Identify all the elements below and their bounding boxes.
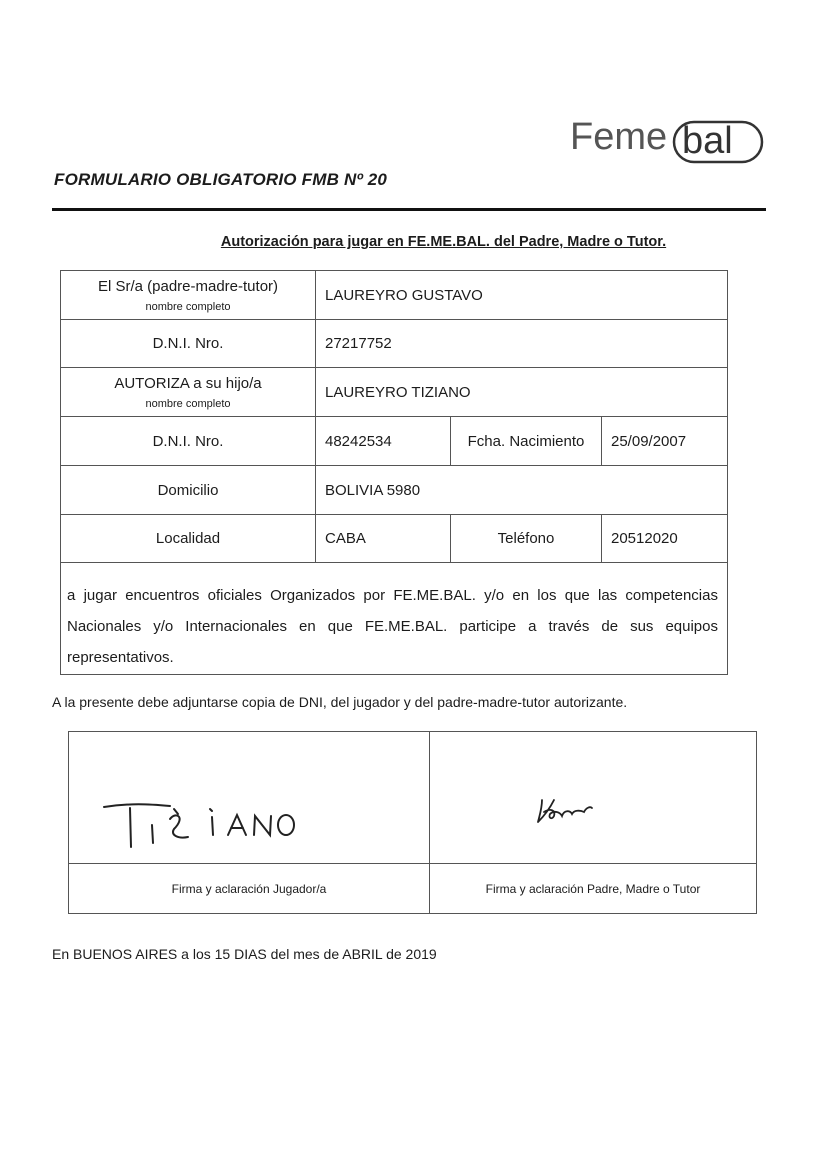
femebal-logo: [566, 116, 766, 166]
child-name-field[interactable]: [315, 367, 728, 417]
parent-dni-field[interactable]: [315, 319, 728, 368]
phone-field[interactable]: [601, 514, 728, 563]
player-signature-label: Firma y aclaración Jugador/a: [171, 881, 327, 896]
child-label-cell: [60, 367, 316, 417]
parent-label-cell: [60, 270, 316, 320]
child-sublabel: nombre completo: [145, 397, 231, 410]
child-dni-value: 48242534: [325, 432, 392, 450]
tutor-handwritten-signature: [536, 796, 596, 826]
phone-value: 20512020: [611, 530, 678, 547]
parent-sublabel: nombre completo: [145, 300, 231, 313]
child-name-value: LAUREYRO TIZIANO: [325, 383, 471, 401]
phone-label-cell: [450, 514, 602, 563]
parent-dni-value: 27217752: [325, 335, 392, 352]
parent-label: El Sr/a (padre-madre-tutor): [97, 277, 279, 295]
authorization-text: a jugar encuentros oficiales Organizados por FE.ME.BAL. y/o en los que las competencias Nacionales y/o Internacionales en que FE.ME.BAL. participe a través de sus equipos representativos.: [67, 587, 718, 666]
city-label-cell: [60, 514, 316, 563]
birth-label-cell: [450, 416, 602, 466]
title-divider: [52, 208, 766, 211]
parent-dni-label-cell: [60, 319, 316, 368]
tutor-signature-label-cell: [429, 863, 757, 914]
tutor-signature-label: Firma y aclaración Padre, Madre o Tutor: [485, 881, 701, 896]
address-label: Domicilio: [157, 481, 219, 499]
child-dni-label-cell: [60, 416, 316, 466]
attachment-note: A la presente debe adjuntarse copia de DNI, del jugador y del padre-madre-tutor autorizante.: [52, 694, 628, 710]
city-label: Localidad: [155, 530, 221, 547]
city-value: CABA: [325, 530, 366, 547]
child-dni-field[interactable]: [315, 416, 451, 466]
svg-text:Feme: Feme: [570, 116, 668, 158]
birth-date-value: 25/09/2007: [611, 432, 687, 450]
form-subtitle: Autorización para jugar en FE.ME.BAL. del Padre, Madre o Tutor.: [220, 234, 667, 250]
address-field[interactable]: [315, 465, 728, 515]
birth-date-field[interactable]: [601, 416, 728, 466]
city-field[interactable]: [315, 514, 451, 563]
player-handwritten-signature: [100, 795, 310, 855]
address-label-cell: [60, 465, 316, 515]
child-label: AUTORIZA a su hijo/a: [114, 374, 262, 392]
place-date-line: En BUENOS AIRES a los 15 DIAS del mes de ABRIL de 2019: [52, 946, 437, 962]
form-title: FORMULARIO OBLIGATORIO FMB Nº 20: [54, 170, 388, 189]
parent-dni-label: D.N.I. Nro.: [152, 335, 224, 352]
address-value: BOLIVIA 5980: [325, 481, 421, 499]
svg-text:bal: bal: [682, 120, 733, 162]
birth-label: Fcha. Nacimiento: [467, 432, 585, 450]
phone-label: Teléfono: [497, 530, 555, 547]
player-signature-label-cell: [68, 863, 430, 914]
parent-name-value: LAUREYRO GUSTAVO: [325, 286, 483, 304]
parent-name-field[interactable]: [315, 270, 728, 320]
child-dni-label: D.N.I. Nro.: [152, 432, 224, 450]
